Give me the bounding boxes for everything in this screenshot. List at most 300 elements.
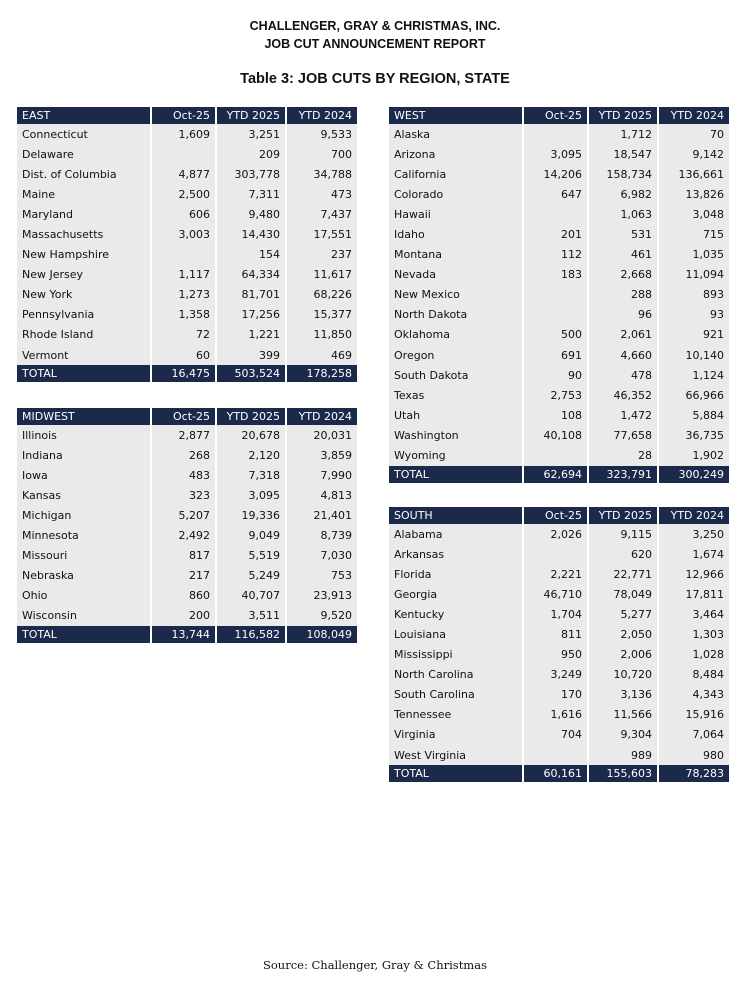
- total-value: 155,603: [589, 765, 659, 782]
- cell-value: 288: [589, 285, 659, 305]
- cell-value: 4,813: [287, 485, 357, 505]
- table-row: [389, 745, 729, 765]
- cell-value: 3,511: [217, 606, 287, 626]
- table-row: [17, 425, 357, 445]
- cell-value: 20,678: [217, 425, 287, 445]
- cell-value: 81,701: [217, 285, 287, 305]
- table-row: [17, 124, 357, 144]
- table-row: [17, 144, 357, 164]
- cell-value: 136,661: [659, 164, 729, 184]
- cell-value: 7,318: [217, 465, 287, 485]
- total-value: 60,161: [524, 765, 589, 782]
- total-value: 13,744: [152, 626, 217, 643]
- cell-value: 921: [659, 325, 729, 345]
- total-row: [17, 626, 357, 643]
- table-row: [389, 524, 729, 544]
- cell-value: 478: [589, 365, 659, 385]
- state-name: Florida: [389, 564, 524, 584]
- cell-value: 1,303: [659, 624, 729, 644]
- cell-value: 1,273: [152, 285, 217, 305]
- cell-value: 5,519: [217, 546, 287, 566]
- cell-value: 7,064: [659, 725, 729, 745]
- table-row: [389, 624, 729, 644]
- total-value: 108,049: [287, 626, 357, 643]
- table-row: [17, 285, 357, 305]
- region-east: [17, 107, 357, 382]
- table-row: [389, 425, 729, 445]
- table-row: [17, 505, 357, 525]
- cell-value: 96: [589, 305, 659, 325]
- cell-value: 46,710: [524, 584, 589, 604]
- total-row: [389, 466, 729, 483]
- region-table-midwest: [17, 408, 357, 643]
- cell-value: 1,358: [152, 305, 217, 325]
- cell-value: [524, 204, 589, 224]
- state-name: Washington: [389, 425, 524, 445]
- table-row: [17, 164, 357, 184]
- cell-value: 108: [524, 405, 589, 425]
- state-name: Iowa: [17, 465, 152, 485]
- cell-value: 70: [659, 124, 729, 144]
- column-header: YTD 2025: [589, 507, 659, 524]
- state-name: Maryland: [17, 204, 152, 224]
- cell-value: 5,249: [217, 566, 287, 586]
- cell-value: 170: [524, 685, 589, 705]
- table-row: [17, 265, 357, 285]
- state-name: California: [389, 164, 524, 184]
- cell-value: 461: [589, 245, 659, 265]
- region-name: SOUTH: [389, 507, 524, 524]
- cell-value: 20,031: [287, 425, 357, 445]
- total-value: 62,694: [524, 466, 589, 483]
- total-row: [17, 365, 357, 382]
- cell-value: 8,739: [287, 525, 357, 545]
- total-value: 78,283: [659, 765, 729, 782]
- cell-value: 66,966: [659, 385, 729, 405]
- cell-value: 2,500: [152, 184, 217, 204]
- cell-value: 3,464: [659, 604, 729, 624]
- cell-value: 1,472: [589, 405, 659, 425]
- cell-value: 217: [152, 566, 217, 586]
- cell-value: 72: [152, 325, 217, 345]
- state-name: Vermont: [17, 345, 152, 365]
- cell-value: 11,094: [659, 265, 729, 285]
- total-label: TOTAL: [17, 365, 152, 382]
- cell-value: 1,035: [659, 245, 729, 265]
- state-name: Wisconsin: [17, 606, 152, 626]
- state-name: Rhode Island: [17, 325, 152, 345]
- cell-value: 40,108: [524, 425, 589, 445]
- cell-value: [524, 544, 589, 564]
- cell-value: 78,049: [589, 584, 659, 604]
- table-row: [389, 164, 729, 184]
- state-name: North Carolina: [389, 665, 524, 685]
- cell-value: 3,859: [287, 445, 357, 465]
- cell-value: 60: [152, 345, 217, 365]
- state-name: Michigan: [17, 505, 152, 525]
- total-value: 116,582: [217, 626, 287, 643]
- cell-value: 3,095: [524, 144, 589, 164]
- state-name: Alaska: [389, 124, 524, 144]
- column-header: YTD 2024: [287, 408, 357, 425]
- state-name: Texas: [389, 385, 524, 405]
- table-row: [389, 385, 729, 405]
- cell-value: 28: [589, 446, 659, 466]
- state-name: Massachusetts: [17, 224, 152, 244]
- state-name: Nebraska: [17, 566, 152, 586]
- cell-value: 3,003: [152, 224, 217, 244]
- state-name: Alabama: [389, 524, 524, 544]
- cell-value: 93: [659, 305, 729, 325]
- cell-value: 500: [524, 325, 589, 345]
- cell-value: 1,902: [659, 446, 729, 466]
- cell-value: 3,048: [659, 204, 729, 224]
- table-row: [389, 564, 729, 584]
- region-table-east: [17, 107, 357, 382]
- state-name: Illinois: [17, 425, 152, 445]
- cell-value: 1,704: [524, 604, 589, 624]
- cell-value: 200: [152, 606, 217, 626]
- column-header: Oct-25: [524, 107, 589, 124]
- cell-value: 950: [524, 645, 589, 665]
- cell-value: 2,668: [589, 265, 659, 285]
- state-name: Ohio: [17, 586, 152, 606]
- table-row: [17, 224, 357, 244]
- column-header: YTD 2025: [217, 107, 287, 124]
- cell-value: 268: [152, 445, 217, 465]
- table-row: [389, 645, 729, 665]
- cell-value: 90: [524, 365, 589, 385]
- cell-value: 2,050: [589, 624, 659, 644]
- table-row: [389, 544, 729, 564]
- cell-value: [524, 745, 589, 765]
- region-west: [389, 107, 729, 483]
- cell-value: 691: [524, 345, 589, 365]
- total-label: TOTAL: [389, 765, 524, 782]
- state-name: Arkansas: [389, 544, 524, 564]
- source-note: Source: Challenger, Gray & Christmas: [263, 958, 487, 972]
- cell-value: 11,850: [287, 325, 357, 345]
- table-row: [17, 305, 357, 325]
- cell-value: 1,221: [217, 325, 287, 345]
- cell-value: 4,877: [152, 164, 217, 184]
- cell-value: 4,660: [589, 345, 659, 365]
- column-header: YTD 2024: [659, 507, 729, 524]
- cell-value: 1,117: [152, 265, 217, 285]
- state-name: New Jersey: [17, 265, 152, 285]
- state-name: Wyoming: [389, 446, 524, 466]
- cell-value: 15,377: [287, 305, 357, 325]
- cell-value: 3,250: [659, 524, 729, 544]
- total-value: 323,791: [589, 466, 659, 483]
- total-label: TOTAL: [17, 626, 152, 643]
- cell-value: 77,658: [589, 425, 659, 445]
- cell-value: 22,771: [589, 564, 659, 584]
- cell-value: 3,136: [589, 685, 659, 705]
- table-title: Table 3: JOB CUTS BY REGION, STATE: [240, 71, 510, 87]
- cell-value: 15,916: [659, 705, 729, 725]
- state-name: Utah: [389, 405, 524, 425]
- table-row: [17, 525, 357, 545]
- cell-value: 811: [524, 624, 589, 644]
- cell-value: 469: [287, 345, 357, 365]
- table-row: [17, 566, 357, 586]
- cell-value: 700: [287, 144, 357, 164]
- state-name: Indiana: [17, 445, 152, 465]
- state-name: North Dakota: [389, 305, 524, 325]
- cell-value: 68,226: [287, 285, 357, 305]
- cell-value: 620: [589, 544, 659, 564]
- state-name: Kentucky: [389, 604, 524, 624]
- cell-value: 13,826: [659, 184, 729, 204]
- cell-value: [152, 144, 217, 164]
- cell-value: 9,533: [287, 124, 357, 144]
- table-row: [389, 604, 729, 624]
- cell-value: 34,788: [287, 164, 357, 184]
- cell-value: 2,877: [152, 425, 217, 445]
- header-row: [17, 408, 357, 425]
- header-row: [389, 507, 729, 524]
- cell-value: 12,966: [659, 564, 729, 584]
- column-header: YTD 2025: [589, 107, 659, 124]
- cell-value: 3,251: [217, 124, 287, 144]
- cell-value: 17,256: [217, 305, 287, 325]
- table-row: [389, 345, 729, 365]
- cell-value: 7,990: [287, 465, 357, 485]
- column-header: Oct-25: [152, 408, 217, 425]
- state-name: New Mexico: [389, 285, 524, 305]
- cell-value: 14,430: [217, 224, 287, 244]
- cell-value: 399: [217, 345, 287, 365]
- cell-value: 893: [659, 285, 729, 305]
- total-label: TOTAL: [389, 466, 524, 483]
- cell-value: 14,206: [524, 164, 589, 184]
- cell-value: [524, 305, 589, 325]
- cell-value: 5,884: [659, 405, 729, 425]
- cell-value: 704: [524, 725, 589, 745]
- state-name: Delaware: [17, 144, 152, 164]
- cell-value: 2,120: [217, 445, 287, 465]
- state-name: Nevada: [389, 265, 524, 285]
- table-row: [389, 204, 729, 224]
- state-name: New York: [17, 285, 152, 305]
- table-row: [17, 204, 357, 224]
- state-name: West Virginia: [389, 745, 524, 765]
- total-value: 503,524: [217, 365, 287, 382]
- table-row: [17, 184, 357, 204]
- cell-value: 817: [152, 546, 217, 566]
- state-name: Oklahoma: [389, 325, 524, 345]
- state-name: Louisiana: [389, 624, 524, 644]
- cell-value: 323: [152, 485, 217, 505]
- region-south: [389, 507, 729, 782]
- region-name: MIDWEST: [17, 408, 152, 425]
- cell-value: 5,207: [152, 505, 217, 525]
- cell-value: 303,778: [217, 164, 287, 184]
- state-name: Connecticut: [17, 124, 152, 144]
- table-row: [389, 245, 729, 265]
- cell-value: 10,720: [589, 665, 659, 685]
- cell-value: 2,061: [589, 325, 659, 345]
- table-row: [389, 584, 729, 604]
- header-row: [389, 107, 729, 124]
- table-row: [389, 144, 729, 164]
- state-name: South Dakota: [389, 365, 524, 385]
- cell-value: 8,484: [659, 665, 729, 685]
- cell-value: 1,712: [589, 124, 659, 144]
- table-row: [389, 725, 729, 745]
- table-row: [389, 224, 729, 244]
- state-name: Arizona: [389, 144, 524, 164]
- column-header: YTD 2024: [287, 107, 357, 124]
- cell-value: 9,520: [287, 606, 357, 626]
- cell-value: 183: [524, 265, 589, 285]
- cell-value: 46,352: [589, 385, 659, 405]
- table-row: [17, 485, 357, 505]
- cell-value: 2,753: [524, 385, 589, 405]
- table-row: [389, 124, 729, 144]
- cell-value: 2,006: [589, 645, 659, 665]
- region-name: WEST: [389, 107, 524, 124]
- table-row: [17, 445, 357, 465]
- cell-value: 1,063: [589, 204, 659, 224]
- table-row: [389, 405, 729, 425]
- cell-value: 7,311: [217, 184, 287, 204]
- table-row: [17, 345, 357, 365]
- cell-value: 1,616: [524, 705, 589, 725]
- cell-value: 18,547: [589, 144, 659, 164]
- cell-value: 3,095: [217, 485, 287, 505]
- cell-value: 9,304: [589, 725, 659, 745]
- column-header: Oct-25: [152, 107, 217, 124]
- state-name: Tennessee: [389, 705, 524, 725]
- region-midwest: [17, 408, 357, 643]
- table-row: [389, 184, 729, 204]
- cell-value: 753: [287, 566, 357, 586]
- cell-value: 5,277: [589, 604, 659, 624]
- state-name: Pennsylvania: [17, 305, 152, 325]
- cell-value: 1,124: [659, 365, 729, 385]
- state-name: Oregon: [389, 345, 524, 365]
- cell-value: 980: [659, 745, 729, 765]
- table-row: [389, 446, 729, 466]
- cell-value: 40,707: [217, 586, 287, 606]
- table-row: [389, 265, 729, 285]
- state-name: Kansas: [17, 485, 152, 505]
- table-row: [389, 705, 729, 725]
- cell-value: 112: [524, 245, 589, 265]
- table-row: [17, 245, 357, 265]
- cell-value: 17,811: [659, 584, 729, 604]
- cell-value: 237: [287, 245, 357, 265]
- cell-value: 6,982: [589, 184, 659, 204]
- total-row: [389, 765, 729, 782]
- cell-value: 19,336: [217, 505, 287, 525]
- cell-value: 2,492: [152, 525, 217, 545]
- cell-value: 9,049: [217, 525, 287, 545]
- cell-value: 36,735: [659, 425, 729, 445]
- state-name: Colorado: [389, 184, 524, 204]
- cell-value: [524, 285, 589, 305]
- table-row: [17, 586, 357, 606]
- cell-value: 647: [524, 184, 589, 204]
- cell-value: 1,028: [659, 645, 729, 665]
- total-value: 16,475: [152, 365, 217, 382]
- cell-value: 201: [524, 224, 589, 244]
- table-row: [389, 685, 729, 705]
- cell-value: 10,140: [659, 345, 729, 365]
- state-name: Idaho: [389, 224, 524, 244]
- cell-value: 11,566: [589, 705, 659, 725]
- cell-value: 154: [217, 245, 287, 265]
- state-name: New Hampshire: [17, 245, 152, 265]
- column-header: YTD 2024: [659, 107, 729, 124]
- cell-value: 531: [589, 224, 659, 244]
- cell-value: 2,026: [524, 524, 589, 544]
- state-name: Georgia: [389, 584, 524, 604]
- cell-value: 7,030: [287, 546, 357, 566]
- table-row: [389, 665, 729, 685]
- table-row: [389, 285, 729, 305]
- cell-value: 23,913: [287, 586, 357, 606]
- state-name: Virginia: [389, 725, 524, 745]
- state-name: Mississippi: [389, 645, 524, 665]
- state-name: Missouri: [17, 546, 152, 566]
- total-value: 300,249: [659, 466, 729, 483]
- region-table-west: [389, 107, 729, 483]
- state-name: Minnesota: [17, 525, 152, 545]
- region-name: EAST: [17, 107, 152, 124]
- column-header: YTD 2025: [217, 408, 287, 425]
- report-name: JOB CUT ANNOUNCEMENT REPORT: [264, 37, 486, 51]
- table-row: [389, 305, 729, 325]
- cell-value: [152, 245, 217, 265]
- company-name: CHALLENGER, GRAY & CHRISTMAS, INC.: [249, 19, 501, 33]
- cell-value: 17,551: [287, 224, 357, 244]
- table-row: [17, 325, 357, 345]
- total-value: 178,258: [287, 365, 357, 382]
- cell-value: 9,115: [589, 524, 659, 544]
- cell-value: 473: [287, 184, 357, 204]
- cell-value: 1,609: [152, 124, 217, 144]
- table-row: [17, 465, 357, 485]
- cell-value: 7,437: [287, 204, 357, 224]
- cell-value: 1,674: [659, 544, 729, 564]
- cell-value: 606: [152, 204, 217, 224]
- header-row: [17, 107, 357, 124]
- table-row: [17, 546, 357, 566]
- state-name: Dist. of Columbia: [17, 164, 152, 184]
- state-name: Hawaii: [389, 204, 524, 224]
- cell-value: 3,249: [524, 665, 589, 685]
- cell-value: [524, 124, 589, 144]
- table-row: [389, 325, 729, 345]
- cell-value: 989: [589, 745, 659, 765]
- cell-value: 21,401: [287, 505, 357, 525]
- cell-value: 64,334: [217, 265, 287, 285]
- cell-value: 483: [152, 465, 217, 485]
- cell-value: 2,221: [524, 564, 589, 584]
- cell-value: 158,734: [589, 164, 659, 184]
- cell-value: 209: [217, 144, 287, 164]
- cell-value: 4,343: [659, 685, 729, 705]
- cell-value: 11,617: [287, 265, 357, 285]
- cell-value: [524, 446, 589, 466]
- cell-value: 715: [659, 224, 729, 244]
- state-name: Maine: [17, 184, 152, 204]
- cell-value: 9,142: [659, 144, 729, 164]
- state-name: Montana: [389, 245, 524, 265]
